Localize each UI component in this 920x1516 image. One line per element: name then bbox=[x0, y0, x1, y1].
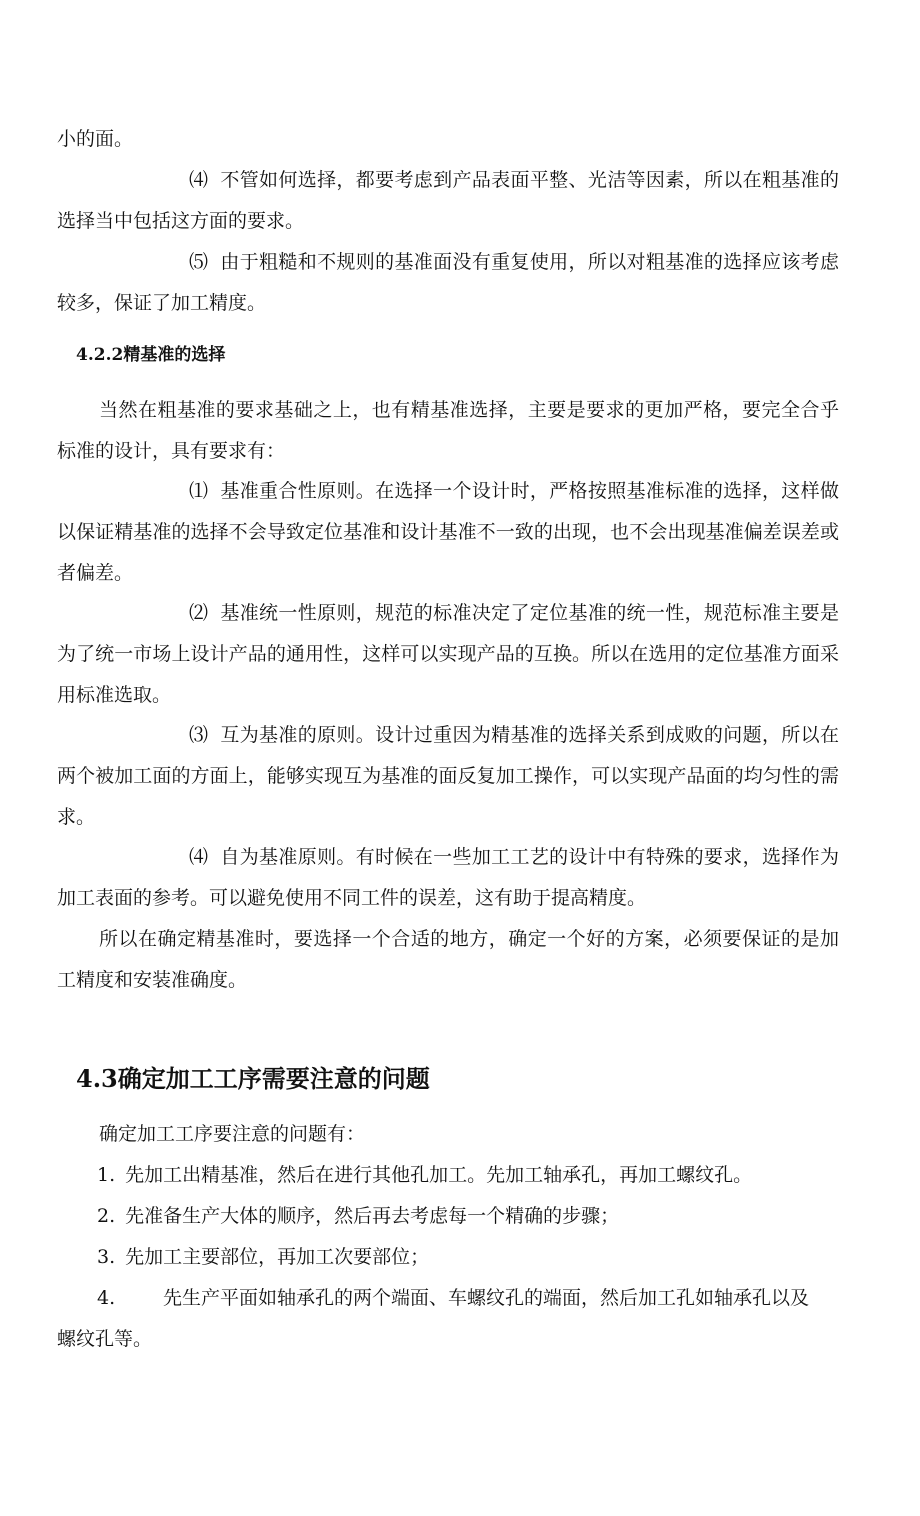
paragraph-rough-5 bbox=[57, 242, 839, 324]
list-text: 先生产平面如轴承孔的两个端面、车螺纹孔的端面，然后加工孔如轴承孔以及 bbox=[163, 1287, 810, 1309]
paragraph-rule-3 bbox=[57, 715, 839, 838]
paragraph-rule-4 bbox=[57, 837, 839, 919]
list-number: 2. bbox=[97, 1205, 116, 1227]
section-heading-4-3: 4.3确定加工工序需要注意的问题 bbox=[76, 1064, 430, 1093]
paragraph-intro-process bbox=[57, 1114, 839, 1155]
list-number: 1. bbox=[97, 1164, 116, 1186]
paragraph-text: 不管如何选择，都要考虑到产品表面平整、光洁等因素，所以在粗基准的选择当中包括这方面的要求。 bbox=[57, 169, 839, 232]
paragraph-text: 小的面。 bbox=[57, 128, 134, 150]
paragraph-text: 互为基准的原则。设计过重因为精基准的选择关系到成败的问题，所以在两个被加工面的方面上，能够实现互为基准的面反复加工操作，可以实现产品面的均匀性的需求。 bbox=[57, 724, 839, 828]
item-number: ⑸ bbox=[189, 251, 209, 273]
list-text: 先加工主要部位，再加工次要部位； bbox=[125, 1246, 430, 1268]
paragraph-rough-4 bbox=[57, 160, 839, 242]
paragraph-rule-2 bbox=[57, 593, 839, 716]
item-number: ⑷ bbox=[189, 169, 209, 191]
list-number: 4. bbox=[97, 1287, 116, 1309]
item-number: ⑴ bbox=[189, 480, 209, 502]
item-number: ⑷ bbox=[189, 846, 209, 868]
list-number: 3. bbox=[97, 1246, 116, 1268]
list-text-continued: 螺纹孔等。 bbox=[57, 1328, 153, 1350]
paragraph-text: 自为基准原则。有时候在一些加工工艺的设计中有特殊的要求，选择作为加工表面的参考。可以避免使用不同工件的误差，这有助于提高精度。 bbox=[57, 846, 839, 909]
list-item bbox=[57, 1278, 877, 1360]
item-number: ⑶ bbox=[189, 724, 209, 746]
paragraph-tail bbox=[57, 119, 839, 160]
paragraph-text: 基准重合性原则。在选择一个设计时，严格按照基准标准的选择，这样做以保证精基准的选择不会导致定位基准和设计基准不一致的出现，也不会出现基准偏差误差或者偏差。 bbox=[57, 480, 839, 584]
list-item bbox=[97, 1196, 619, 1237]
paragraph-text: 当然在粗基准的要求基础之上，也有精基准选择，主要是要求的更加严格，要完全合乎标准的设计，具有要求有： bbox=[57, 399, 839, 462]
list-item bbox=[97, 1155, 752, 1196]
list-item bbox=[97, 1237, 429, 1278]
paragraph-intro-fine bbox=[57, 390, 839, 472]
paragraph-rule-1 bbox=[57, 471, 839, 594]
list-text: 先准备生产大体的顺序，然后再去考虑每一个精确的步骤； bbox=[125, 1205, 620, 1227]
paragraph-text: 确定加工工序要注意的问题有： bbox=[99, 1123, 366, 1145]
paragraph-text: 基准统一性原则，规范的标准决定了定位基准的统一性，规范标准主要是为了统一市场上设计产品的通用性，这样可以实现产品的互换。所以在选用的定位基准方面采用标准选取。 bbox=[57, 602, 839, 706]
item-number: ⑵ bbox=[189, 602, 209, 624]
list-text: 先加工出精基准，然后在进行其他孔加工。先加工轴承孔，再加工螺纹孔。 bbox=[125, 1164, 753, 1186]
list-line bbox=[57, 1278, 877, 1319]
paragraph-text: 所以在确定精基准时，要选择一个合适的地方，确定一个好的方案，必须要保证的是加工精度和安装准确度。 bbox=[57, 928, 839, 991]
section-heading-4-2-2: 4.2.2精基准的选择 bbox=[76, 345, 226, 365]
paragraph-text: 由于粗糙和不规则的基准面没有重复使用，所以对粗基准的选择应该考虑较多，保证了加工精度。 bbox=[57, 251, 839, 314]
paragraph-conclusion bbox=[57, 919, 839, 1001]
